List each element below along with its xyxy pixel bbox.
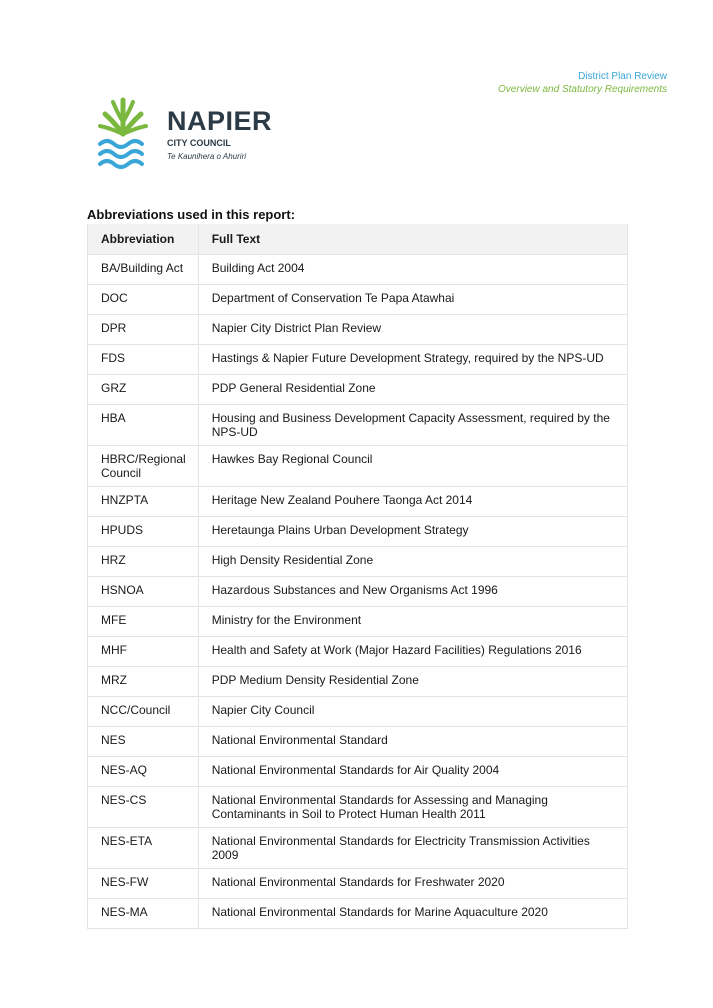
full-text-cell: Building Act 2004: [198, 255, 627, 285]
abbreviation-cell: NES-CS: [88, 787, 199, 828]
abbreviation-cell: HRZ: [88, 547, 199, 577]
header-title: District Plan Review: [578, 71, 667, 82]
table-row: [88, 375, 628, 405]
abbreviation-cell: HPUDS: [88, 517, 199, 547]
section-title: Abbreviations used in this report:: [87, 207, 296, 222]
abbreviation-cell: NCC/Council: [88, 697, 199, 727]
abbreviation-cell: NES-MA: [88, 899, 199, 929]
table-row: [88, 727, 628, 757]
abbreviation-cell: BA/Building Act: [88, 255, 199, 285]
table-row: [88, 285, 628, 315]
abbreviation-cell: MHF: [88, 637, 199, 667]
abbreviation-cell: HSNOA: [88, 577, 199, 607]
table-row: [88, 255, 628, 285]
full-text-cell: PDP Medium Density Residential Zone: [198, 667, 627, 697]
table-row: [88, 787, 628, 828]
full-text-cell: Hawkes Bay Regional Council: [198, 446, 627, 487]
full-text-cell: National Environmental Standards for Air Quality 2004: [198, 757, 627, 787]
table-row: [88, 446, 628, 487]
full-text-cell: Napier City District Plan Review: [198, 315, 627, 345]
table-row: [88, 697, 628, 727]
abbreviation-cell: MRZ: [88, 667, 199, 697]
abbreviation-cell: NES: [88, 727, 199, 757]
table-row: [88, 577, 628, 607]
full-text-cell: Hazardous Substances and New Organisms Act 1996: [198, 577, 627, 607]
column-header-full-text: Full Text: [198, 224, 627, 255]
abbreviation-cell: HNZPTA: [88, 487, 199, 517]
table-row: [88, 757, 628, 787]
abbreviation-cell: HBRC/Regional Council: [88, 446, 199, 487]
abbreviation-cell: HBA: [88, 405, 199, 446]
full-text-cell: National Environmental Standards for Marine Aquaculture 2020: [198, 899, 627, 929]
full-text-cell: Department of Conservation Te Papa Atawhai: [198, 285, 627, 315]
abbreviation-cell: FDS: [88, 345, 199, 375]
full-text-cell: Napier City Council: [198, 697, 627, 727]
abbreviations-table: [87, 224, 628, 929]
full-text-cell: National Environmental Standards for Freshwater 2020: [198, 869, 627, 899]
table-row: [88, 547, 628, 577]
logo-wordmark: [167, 106, 272, 162]
table-row: [88, 828, 628, 869]
abbreviation-cell: NES-ETA: [88, 828, 199, 869]
logo-org: CITY COUNCIL: [167, 138, 231, 148]
column-header-abbreviation: Abbreviation: [88, 224, 199, 255]
table-header-row: [88, 224, 628, 255]
full-text-cell: Heritage New Zealand Pouhere Taonga Act 2014: [198, 487, 627, 517]
full-text-cell: Housing and Business Development Capacity Assessment, required by the NPS-UD: [198, 405, 627, 446]
abbreviation-cell: NES-FW: [88, 869, 199, 899]
logo-tagline: Te Kaunihera o Ahuriri: [167, 152, 247, 161]
table-row: [88, 405, 628, 446]
table-row: [88, 517, 628, 547]
document-header: [498, 70, 667, 96]
abbreviation-cell: DPR: [88, 315, 199, 345]
full-text-cell: PDP General Residential Zone: [198, 375, 627, 405]
table-row: [88, 315, 628, 345]
table-row: [88, 637, 628, 667]
full-text-cell: Ministry for the Environment: [198, 607, 627, 637]
abbreviation-cell: DOC: [88, 285, 199, 315]
full-text-cell: Health and Safety at Work (Major Hazard Facilities) Regulations 2016: [198, 637, 627, 667]
full-text-cell: National Environmental Standards for Electricity Transmission Activities 2009: [198, 828, 627, 869]
abbreviation-cell: NES-AQ: [88, 757, 199, 787]
full-text-cell: National Environmental Standard: [198, 727, 627, 757]
header-subtitle: Overview and Statutory Requirements: [498, 84, 667, 95]
table-row: [88, 487, 628, 517]
abbreviation-cell: GRZ: [88, 375, 199, 405]
table-row: [88, 899, 628, 929]
full-text-cell: National Environmental Standards for Assessing and Managing Contaminants in Soil to Protect Human Health 2011: [198, 787, 627, 828]
table-row: [88, 345, 628, 375]
table-row: [88, 667, 628, 697]
full-text-cell: High Density Residential Zone: [198, 547, 627, 577]
abbreviation-cell: MFE: [88, 607, 199, 637]
full-text-cell: Heretaunga Plains Urban Development Strategy: [198, 517, 627, 547]
full-text-cell: Hastings & Napier Future Development Strategy, required by the NPS-UD: [198, 345, 627, 375]
table-row: [88, 869, 628, 899]
logo-name: NAPIER: [167, 106, 273, 136]
table-row: [88, 607, 628, 637]
